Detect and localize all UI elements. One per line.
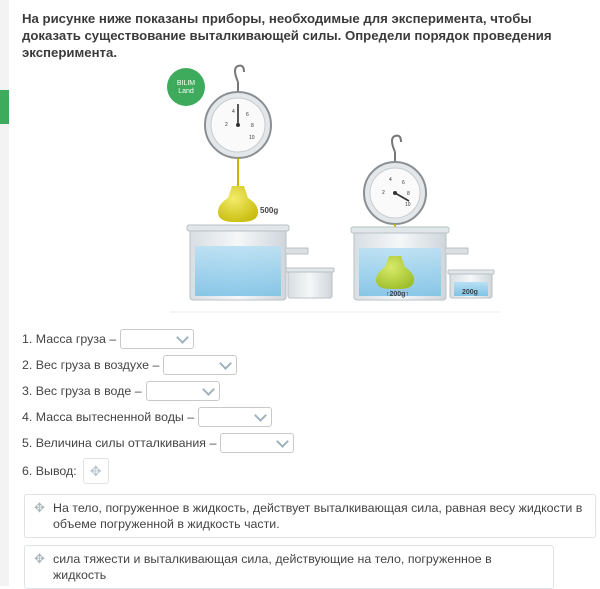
task-3 <box>22 380 220 402</box>
svg-text:6: 6 <box>246 112 249 118</box>
task-label: 4. Масса вытесненной воды – <box>22 410 195 424</box>
svg-text:2: 2 <box>225 122 228 128</box>
question-text: На рисунке ниже показаны приборы, необходимые для эксперимента, чтобы доказать существование выталкивающей силы. Определи порядок проведения эксперимента. <box>22 11 552 60</box>
task-label: 5. Величина силы отталкивания – <box>22 436 217 450</box>
task-2 <box>22 354 237 376</box>
chevron-down-icon <box>220 357 233 370</box>
svg-text:Land: Land <box>178 88 194 95</box>
bilim-land-logo <box>167 68 205 106</box>
task-4 <box>22 406 272 428</box>
svg-text:6: 6 <box>402 180 405 186</box>
option-text: сила тяжести и выталкивающая сила, действующие на тело, погруженное в жидкость <box>53 552 492 582</box>
left-small-beaker <box>286 268 334 298</box>
task-4-dropdown[interactable] <box>198 407 272 427</box>
chevron-down-icon <box>202 383 215 396</box>
task-5-dropdown[interactable] <box>220 433 294 453</box>
svg-text:8: 8 <box>407 191 410 197</box>
move-icon: ✥ <box>89 463 102 479</box>
task-6 <box>22 460 109 482</box>
task-1 <box>22 328 194 350</box>
left-spring-scale <box>205 66 271 186</box>
chevron-down-icon <box>176 331 189 344</box>
svg-text:500g: 500g <box>260 206 279 215</box>
svg-text:8: 8 <box>251 123 254 129</box>
drag-handle-icon: ✥ <box>34 551 45 566</box>
task-label: 6. Вывод: <box>22 464 77 478</box>
left-sidebar <box>0 0 9 586</box>
option-text: На тело, погруженное в жидкость, действует выталкивающая сила, равная весу жидкости в объеме погруженной в жидкость части. <box>53 501 583 531</box>
svg-text:BILIM: BILIM <box>176 80 196 87</box>
task-label: 3. Вес груза в воде – <box>22 384 142 398</box>
sidebar-active-marker <box>0 90 9 124</box>
svg-text:10: 10 <box>249 135 255 141</box>
task-5 <box>22 432 294 454</box>
drag-handle-icon: ✥ <box>34 500 45 515</box>
draggable-option-1[interactable] <box>24 494 596 538</box>
task-1-dropdown[interactable] <box>120 329 194 349</box>
chevron-down-icon <box>254 409 267 422</box>
task-label: 1. Масса груза – <box>22 332 117 346</box>
svg-text:200g: 200g <box>462 289 478 296</box>
svg-text:4: 4 <box>232 109 235 115</box>
draggable-option-2[interactable] <box>24 545 554 589</box>
svg-text:4: 4 <box>389 177 392 183</box>
weight-in-air <box>218 186 278 222</box>
experiment-figure <box>150 60 510 315</box>
chevron-down-icon <box>276 435 289 448</box>
task-2-dropdown[interactable] <box>163 355 237 375</box>
conclusion-drop-zone[interactable] <box>83 458 109 484</box>
svg-text:↑200g↑: ↑200g↑ <box>386 291 409 298</box>
right-small-beaker <box>448 270 494 298</box>
task-3-dropdown[interactable] <box>146 381 220 401</box>
task-label: 2. Вес груза в воздухе – <box>22 358 160 372</box>
svg-text:2: 2 <box>382 190 385 196</box>
svg-text:10: 10 <box>405 202 411 208</box>
